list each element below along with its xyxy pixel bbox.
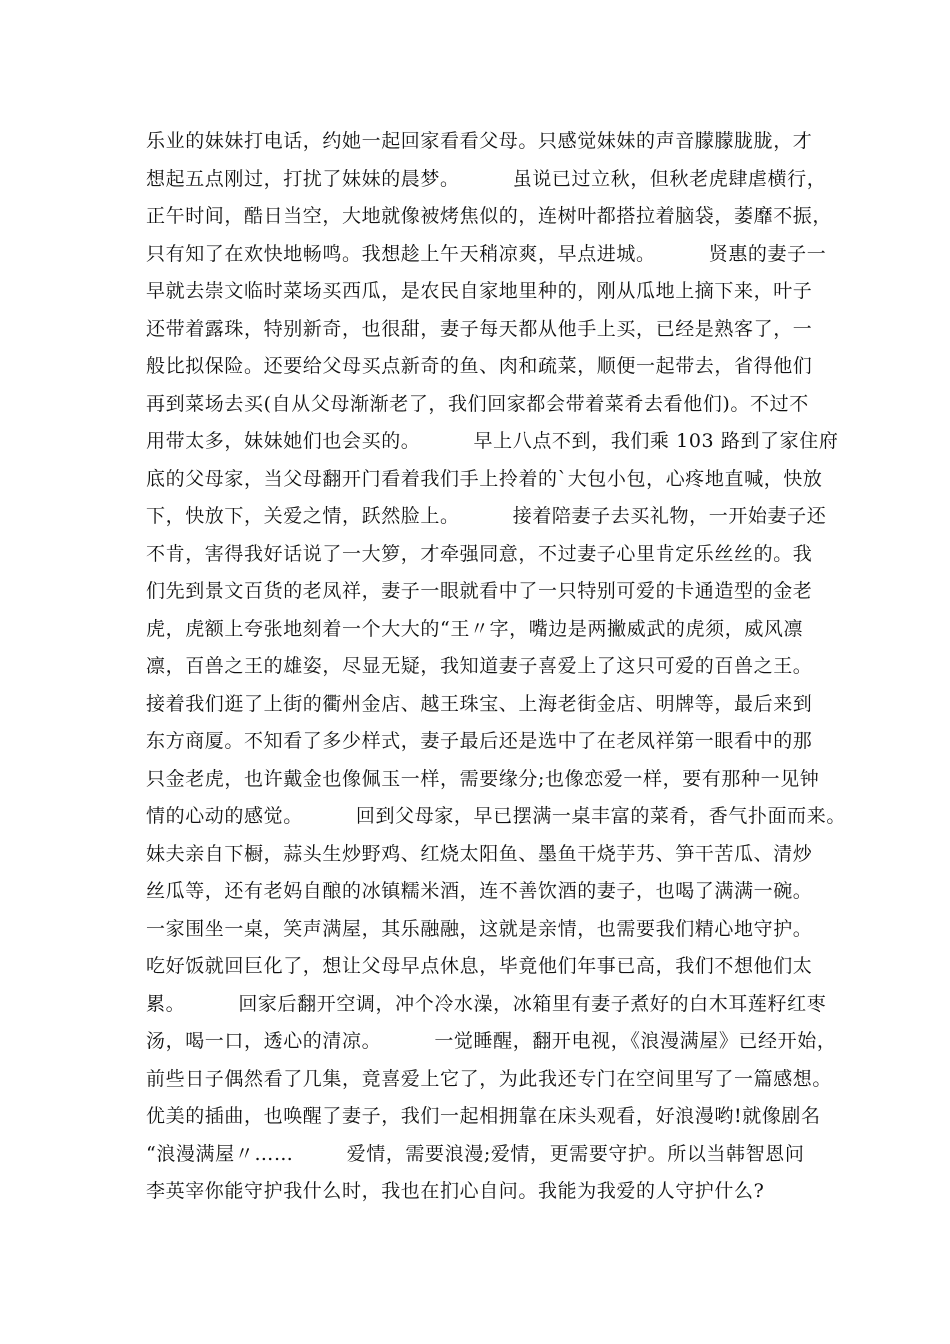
text-line: 正午时间，酷日当空，大地就像被烤焦似的，连树叶都搭拉着脑袋，萎靡不振， [146,205,833,227]
text-line: 虎，虎额上夸张地刻着一个大大的“王〃字，嘴边是两撇威武的虎须，威风凛 [146,617,804,640]
text-line: 还带着露珠，特别新奇，也很甜，妻子每天都从他手上买，已经是熟客了，一 [146,317,813,340]
text-line: 凛，百兽之王的雄姿，尽显无疑，我知道妻子喜爱上了这只可爱的百兽之王。 [146,655,813,677]
text-line: 累。 回家后翻开空调，冲个冷水澡，冰箱里有妻子煮好的白木耳莲籽红枣 [146,992,827,1015]
text-line: 乐业的妹妹打电话，约她一起回家看看父母。只感觉妹妹的声音朦朦胧胧，才 [146,130,813,152]
text-line: 东方商厦。不知看了多少样式，妻子最后还是选中了在老凤祥第一眼看中的那 [146,730,813,752]
body-text [146,123,846,1211]
text-line: “浪漫满屋〃…… 爱情，需要浪漫;爱情，更需要守护。所以当韩智恩问 [146,1142,805,1165]
text-line: 妹夫亲自下橱，蒜头生炒野鸡、红烧太阳鱼、墨鱼干烧芋艿、笋干苦瓜、清炒 [146,842,813,865]
text-line: 早就去崇文临时菜场买西瓜，是农民自家地里种的，刚从瓜地上摘下来，叶子 [146,280,813,302]
text-line: 般比拟保险。还要给父母买点新奇的鱼、肉和疏菜，顺便一起带去，省得他们 [146,355,813,377]
text-line: 接着我们逛了上街的衢州金店、越王珠宝、上海老街金店、明牌等，最后来到 [146,692,813,715]
text-line: 们先到景文百货的老凤祥，妻子一眼就看中了一只特别可爱的卡通造型的金老 [146,580,813,602]
text-line: 只金老虎，也许戴金也像佩玉一样，需要缘分;也像恋爱一样，要有那种一见钟 [146,767,820,790]
text-line: 吃好饭就回巨化了，想让父母早点休息，毕竟他们年事已高，我们不想他们太 [146,955,813,977]
text-line: 再到菜场去买(自从父母渐渐老了，我们回家都会带着菜肴去看他们)。不过不 [146,392,809,415]
text-line: 用带太多，妹妹她们也会买的。 早上八点不到，我们乘 103 路到了家住府 [146,430,839,452]
text-line: 底的父母家，当父母翻开门看着我们手上拎着的`大包小包，心疼地直喊，快放 [146,467,823,490]
text-line: 不肯，害得我好话说了一大箩，才牵强同意，不过妻子心里肯定乐丝丝的。我 [146,542,813,565]
text-line: 汤，喝一口，透心的清凉。 一觉睡醒，翻开电视，《浪漫满屋》已经开始， [146,1030,837,1052]
text-line: 优美的插曲，也唤醒了妻子，我们一起相拥靠在床头观看，好浪漫哟!就像剧名 [146,1105,821,1127]
text-line: 情的心动的感觉。 回到父母家，早已摆满一桌丰富的菜肴，香气扑面而来。 [146,805,846,827]
text-line: 丝瓜等，还有老妈自酿的冰镇糯米酒，连不善饮酒的妻子，也喝了满满一碗。 [146,880,813,902]
text-line: 前些日子偶然看了几集，竟喜爱上它了，为此我还专门在空间里写了一篇感想。 [146,1067,833,1090]
text-line: 李英宰你能守护我什么时，我也在扪心自问。我能为我爱的人守护什么? [146,1180,765,1202]
text-line: 想起五点刚过，打扰了妹妹的晨梦。 虽说已过立秋，但秋老虎肆虐横行， [146,167,827,190]
text-line: 一家围坐一桌，笑声满屋，其乐融融，这就是亲情，也需要我们精心地守护。 [146,917,813,940]
text-line: 下，快放下，关爱之情，跃然脸上。 接着陪妻子去买礼物，一开始妻子还 [146,505,827,527]
text-line: 只有知了在欢快地畅鸣。我想趁上午天稍凉爽，早点进城。 贤惠的妻子一 [146,242,827,265]
